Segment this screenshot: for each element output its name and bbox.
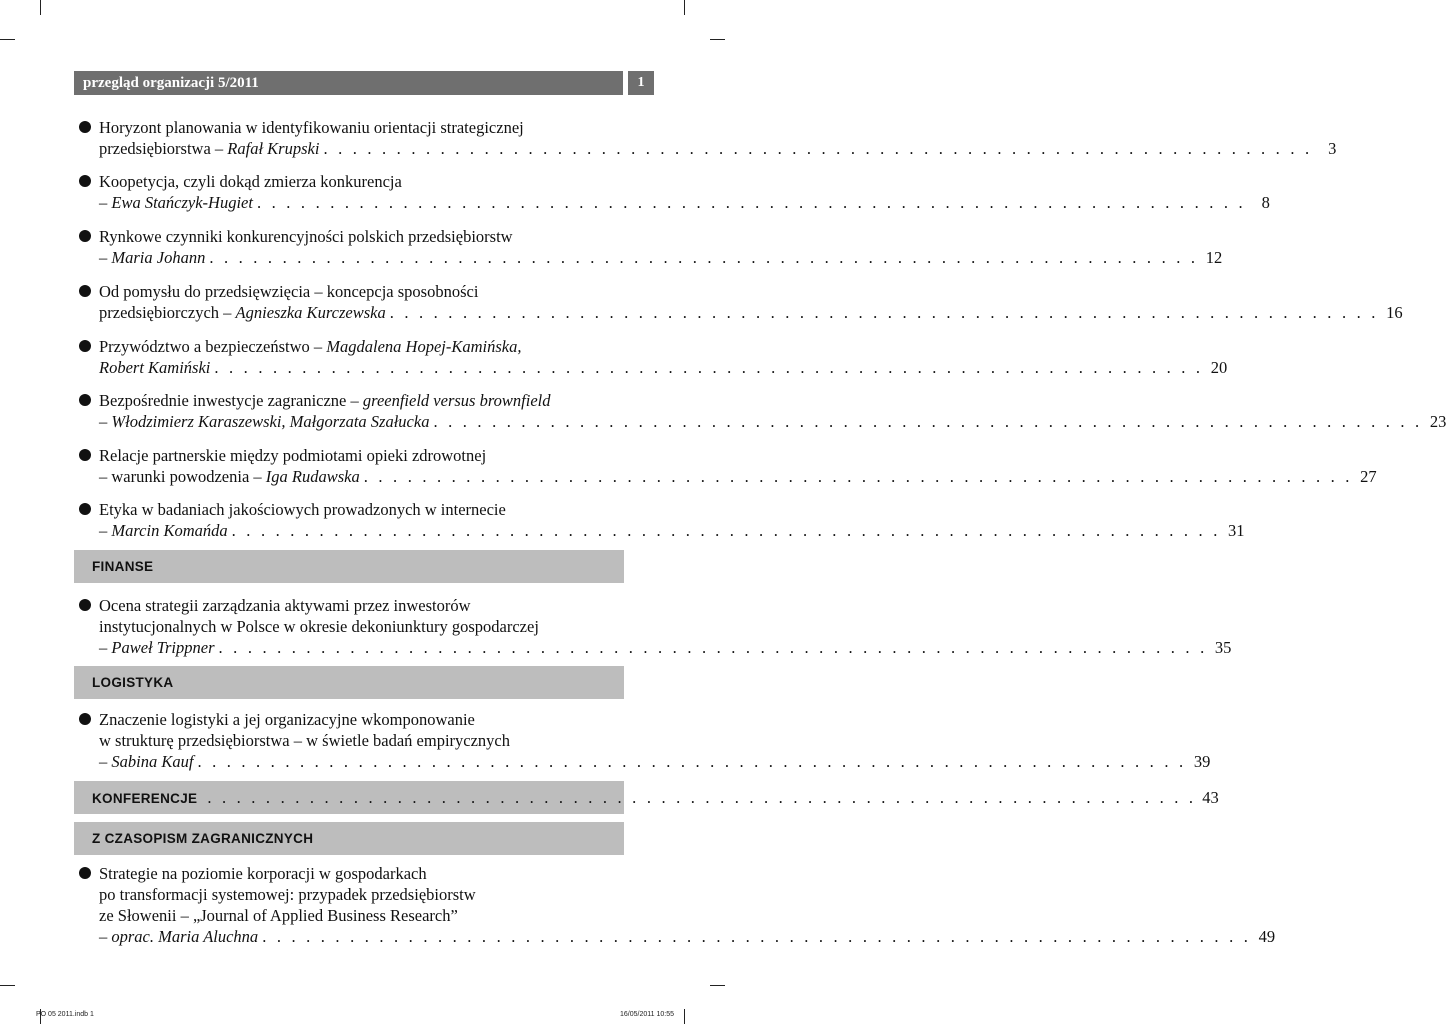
entry-page-number: 3 <box>1328 139 1337 158</box>
entry-title-end: – Marcin Komańda <box>99 521 228 540</box>
entry-title-line: w strukturę przedsiębiorstwa – w świetle badań empirycznych <box>99 731 510 750</box>
entry-title-end: – Maria Johann <box>99 248 206 267</box>
dot-leader: . . . . . . . . . . . . . . . . . . . . . . . . . . . . . . . . . . . . . . . . . . . . . . . . . . . . . . . . . . . . . . . . . . . . <box>433 412 1423 431</box>
dot-leader: . . . . . . . . . . . . . . . . . . . . . . . . . . . . . . . . . . . . . . . . . . . . . . . . . . . . . . . . . . . . . . . . . . . . <box>218 638 1208 657</box>
entry-author: Ewa Stańczyk-Hugiet <box>111 193 253 212</box>
entry-title-end: – Włodzimierz Karaszewski, Małgorzata Szałucka <box>99 412 430 431</box>
bullet-icon <box>79 230 91 242</box>
entry-page-number: 31 <box>1228 521 1245 540</box>
toc-entry[interactable] <box>77 709 1211 772</box>
toc-entry[interactable] <box>77 499 1245 541</box>
entry-author: Magdalena Hopej-Kamińska, <box>326 337 522 356</box>
bullet-icon <box>79 175 91 187</box>
page-number-box <box>628 71 654 95</box>
entry-title-line: Od pomysłu do przedsięwzięcia – koncepcja sposobności <box>99 282 479 301</box>
entry-title-line: po transformacji systemowej: przypadek przedsiębiorstw <box>99 885 476 904</box>
toc-entry[interactable] <box>77 445 1377 487</box>
section-header-czasopisma <box>74 822 624 855</box>
entry-title-end <box>99 357 210 378</box>
crop-mark <box>684 0 685 15</box>
entry-page-number: 43 <box>1202 788 1219 807</box>
dot-leader: . . . . . . . . . . . . . . . . . . . . . . . . . . . . . . . . . . . . . . . . . . . . . . . . . . . . . . . . . . . . . . . . . . . . <box>207 788 1197 807</box>
entry-title-line: Strategie na poziomie korporacji w gospodarkach <box>99 864 427 883</box>
entry-title-line: Bezpośrednie inwestycje zagraniczne – greenfield versus brownfield <box>99 391 551 410</box>
entry-title-end: – Sabina Kauf <box>99 752 194 771</box>
entry-page-number: 23 <box>1429 412 1446 431</box>
entry-page-number: 27 <box>1360 467 1377 486</box>
entry-title-line: instytucjonalnych w Polsce w okresie dekoniunktury gospodarczej <box>99 617 539 636</box>
entry-title-line: Znaczenie logistyki a jej organizacyjne wkomponowanie <box>99 710 475 729</box>
toc-entry[interactable] <box>77 390 1446 432</box>
entry-author: Maria Johann <box>111 248 206 267</box>
entry-title-end: – Paweł Trippner <box>99 638 215 657</box>
dot-leader: . . . . . . . . . . . . . . . . . . . . . . . . . . . . . . . . . . . . . . . . . . . . . . . . . . . . . . . . . . . . . . . . . . . . <box>231 521 1221 540</box>
bullet-icon <box>79 340 91 352</box>
entry-author: Robert Kamiński <box>99 358 211 377</box>
entry-page-number: 16 <box>1386 303 1403 322</box>
section-header-konferencje[interactable] <box>74 781 1219 814</box>
toc-entry[interactable] <box>77 226 1223 268</box>
entry-title-end: – oprac. Maria Aluchna <box>99 927 259 946</box>
toc-entry[interactable] <box>77 171 1270 213</box>
entry-author: Sabina Kauf <box>111 752 194 771</box>
entry-author: Paweł Trippner <box>111 638 215 657</box>
crop-mark <box>684 1009 685 1024</box>
section-label: Z CZASOPISM ZAGRANICZNYCH <box>92 831 314 846</box>
crop-mark <box>0 39 15 40</box>
crop-mark <box>710 39 725 40</box>
dot-leader: . . . . . . . . . . . . . . . . . . . . . . . . . . . . . . . . . . . . . . . . . . . . . . . . . . . . . . . . . . . . . . . . . . . . <box>256 193 1246 212</box>
bullet-icon <box>79 121 91 133</box>
section-header-finanse <box>74 550 624 583</box>
entry-author: Agnieszka Kurczewska <box>235 303 386 322</box>
section-label: KONFERENCJE <box>92 791 198 806</box>
toc-entry[interactable] <box>77 595 1232 658</box>
bullet-icon <box>79 285 91 297</box>
section-label: FINANSE <box>92 559 154 574</box>
print-slug-left: PO 05 2011.indb 1 <box>36 1011 94 1018</box>
section-label: LOGISTYKA <box>92 675 174 690</box>
entry-page-number: 49 <box>1258 927 1276 946</box>
entry-title-line: Koopetycja, czyli dokąd zmierza konkurencja <box>99 172 402 191</box>
entry-subtitle: greenfield versus brownfield <box>362 391 551 410</box>
entry-page-number: 8 <box>1261 193 1270 212</box>
entry-author: oprac. Maria Aluchna <box>111 927 259 946</box>
print-slug-right: 16/05/2011 10:55 <box>620 1011 674 1018</box>
entry-page-number: 35 <box>1214 638 1232 657</box>
entry-page-number: 12 <box>1205 248 1223 267</box>
entry-title-end: przedsiębiorstwa – Rafał Krupski <box>99 139 320 158</box>
bullet-icon <box>79 449 91 461</box>
bullet-icon <box>79 867 91 879</box>
entry-author: Rafał Krupski <box>227 139 320 158</box>
crop-mark <box>40 0 41 15</box>
bullet-icon <box>79 503 91 515</box>
entry-title-line: Horyzont planowania w identyfikowaniu orientacji strategicznej <box>99 118 524 137</box>
crop-mark <box>710 985 725 986</box>
entry-page-number: 39 <box>1193 752 1211 771</box>
entry-page-number: 20 <box>1210 358 1228 377</box>
page-number: 1 <box>637 75 645 90</box>
entry-title-line: Etyka w badaniach jakościowych prowadzonych w internecie <box>99 500 506 519</box>
entry-title-end: – warunki powodzenia – Iga Rudawska <box>99 467 360 486</box>
toc-entry[interactable] <box>77 863 1276 947</box>
dot-leader: . . . . . . . . . . . . . . . . . . . . . . . . . . . . . . . . . . . . . . . . . . . . . . . . . . . . . . . . . . . . . . . . . . . . <box>389 303 1379 322</box>
bullet-icon <box>79 394 91 406</box>
toc-entry[interactable] <box>77 336 1228 378</box>
entry-author: Iga Rudawska <box>265 467 360 486</box>
journal-title: przegląd organizacji 5/2011 <box>83 75 259 91</box>
bullet-icon <box>79 713 91 725</box>
dot-leader: . . . . . . . . . . . . . . . . . . . . . . . . . . . . . . . . . . . . . . . . . . . . . . . . . . . . . . . . . . . . . . . . . . . . <box>209 248 1199 267</box>
dot-leader: . . . . . . . . . . . . . . . . . . . . . . . . . . . . . . . . . . . . . . . . . . . . . . . . . . . . . . . . . . . . . . . . . . . . <box>197 752 1187 771</box>
toc-entry[interactable] <box>77 117 1337 159</box>
crop-mark <box>0 985 15 986</box>
entry-title-line: Rynkowe czynniki konkurencyjności polskich przedsiębiorstw <box>99 227 513 246</box>
section-header-logistyka <box>74 666 624 699</box>
dot-leader: . . . . . . . . . . . . . . . . . . . . . . . . . . . . . . . . . . . . . . . . . . . . . . . . . . . . . . . . . . . . . . . . . . . . <box>363 467 1353 486</box>
dot-leader: . . . . . . . . . . . . . . . . . . . . . . . . . . . . . . . . . . . . . . . . . . . . . . . . . . . . . . . . . . . . . . . . . . . . <box>262 927 1252 946</box>
entry-title-line: Ocena strategii zarządzania aktywami przez inwestorów <box>99 596 471 615</box>
entry-title-end: przedsiębiorczych – Agnieszka Kurczewska <box>99 303 386 322</box>
entry-title-line: Przywództwo a bezpieczeństwo – Magdalena Hopej-Kamińska, <box>99 337 522 356</box>
entry-title-line: Relacje partnerskie między podmiotami opieki zdrowotnej <box>99 446 487 465</box>
entry-author: Włodzimierz Karaszewski, Małgorzata Szałucka <box>111 412 430 431</box>
journal-title-bar <box>74 71 623 95</box>
entry-author: Marcin Komańda <box>111 521 228 540</box>
dot-leader: . . . . . . . . . . . . . . . . . . . . . . . . . . . . . . . . . . . . . . . . . . . . . . . . . . . . . . . . . . . . . . . . . . . . <box>323 139 1313 158</box>
toc-entry[interactable] <box>77 281 1403 323</box>
dot-leader: . . . . . . . . . . . . . . . . . . . . . . . . . . . . . . . . . . . . . . . . . . . . . . . . . . . . . . . . . . . . . . . . . . . . <box>214 358 1204 377</box>
entry-title-end: – Ewa Stańczyk-Hugiet <box>99 193 253 212</box>
bullet-icon <box>79 599 91 611</box>
entry-title-line: ze Słowenii – „Journal of Applied Business Research” <box>99 906 458 925</box>
